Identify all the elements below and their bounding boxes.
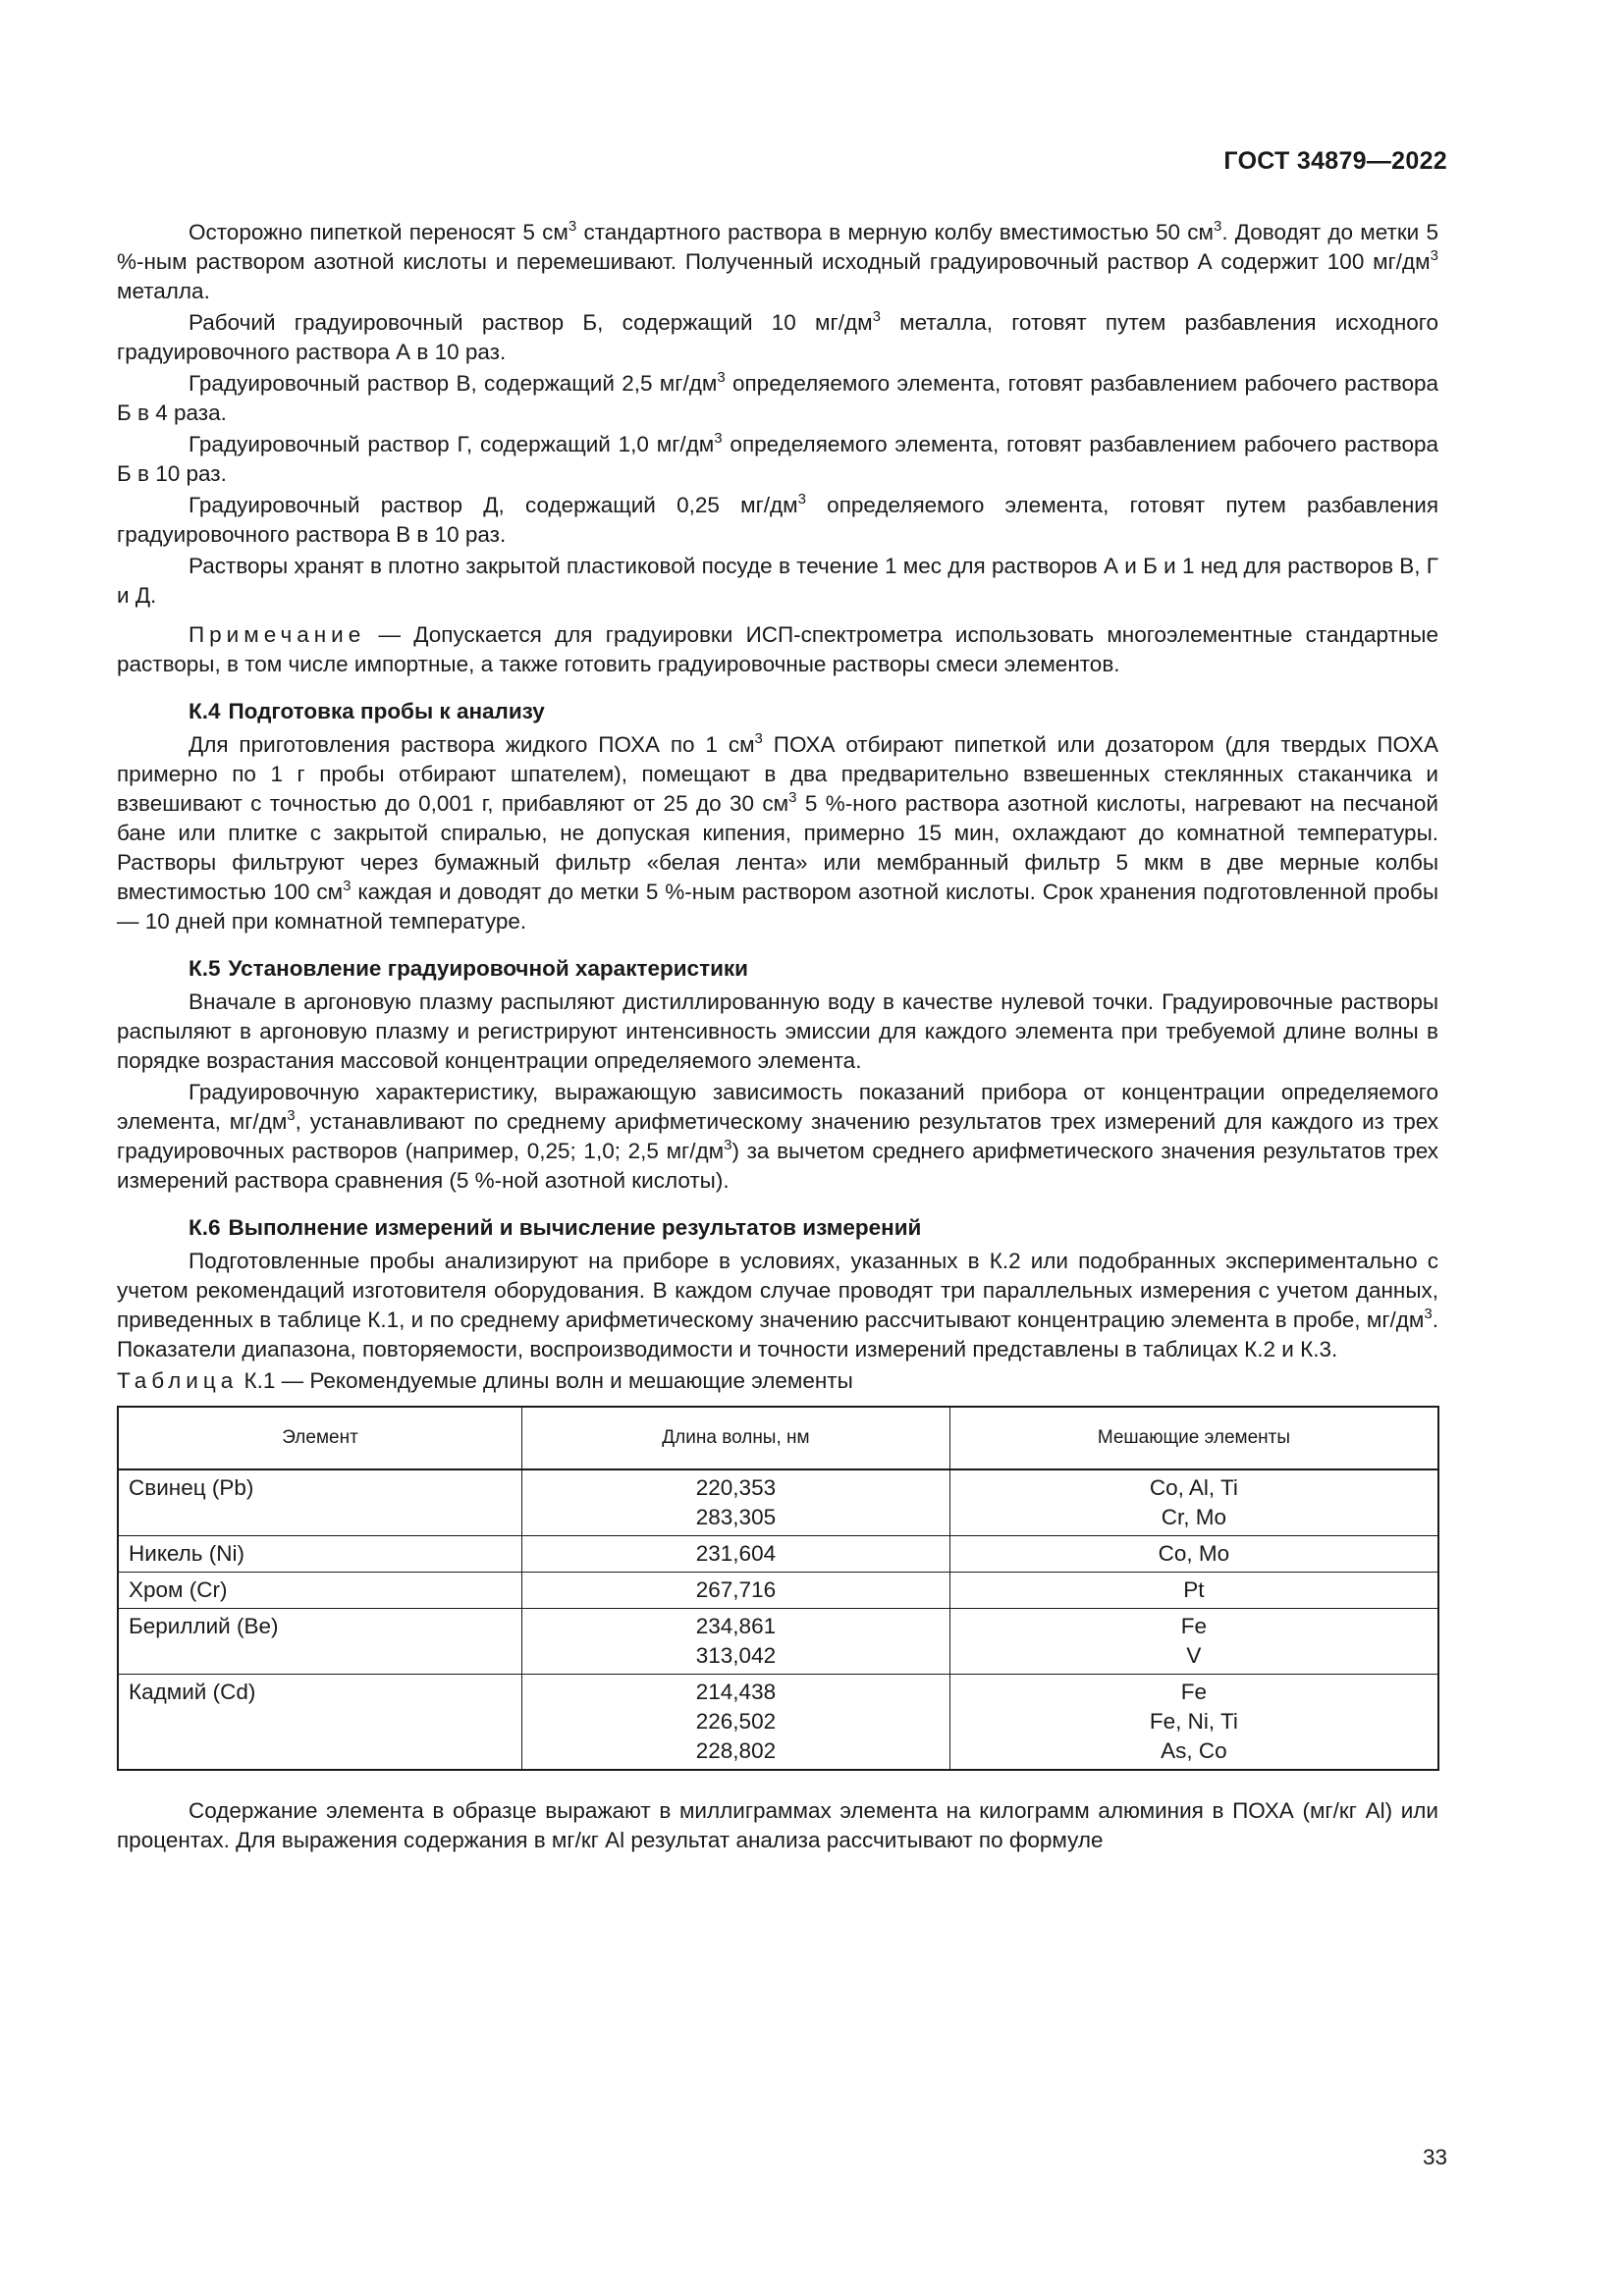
table-row [118, 1469, 1438, 1536]
paragraph: Вначале в аргоновую плазму распыляют дистиллированную воду в качестве нулевой точки. Градуировочные растворы распыляют в аргоновую плазму и регистрируют интенсивность эмиссии для каждого элемента при требуемой длине волны в порядке возрастания массовой концентрации определяемого элемента. [117, 989, 1438, 1073]
table-row [118, 1675, 1438, 1771]
paragraph: Градуировочную характеристику, выражающую зависимость показаний прибора от концентрации определяемого элемента, $мг/дм^3$, устанавливают по среднему арифметическому значению результатов трех измерений для каждого из трех градуировочных растворов (например, 0,25; 1,0; 2,5 $мг/дм^3$) за вычетом среднего арифметического значения результатов трех измерений раствора сравнения (5 %-ной азотной кислоты). [117, 1080, 1438, 1193]
element-cell: Хром (Cr) [118, 1573, 522, 1609]
page-number: 33 [1422, 2145, 1447, 2169]
paragraph: Осторожно пипеткой переносят 5 $см^3$ стандартного раствора в мерную колбу вместимостью 50 $см^3$. Доводят до метки 5 %-ным раствором азотной кислоты и перемешивают. Полученный исходный градуировочный раствор А содержит 100 $мг/дм^3$ металла. [117, 218, 1438, 303]
document-body [117, 218, 1438, 1857]
element-cell: Бериллий (Be) [118, 1609, 522, 1675]
paragraph: Градуировочный раствор Д, содержащий 0,25 $мг/дм^3$ определяемого элемента, готовят путем разбавления градуировочного раствора В в 10 раз. [117, 491, 1438, 547]
interfering-cell: Co, Mo [949, 1536, 1438, 1573]
document-id: ГОСТ 34879—2022 [1223, 147, 1447, 175]
paragraph: Градуировочный раствор В, содержащий 2,5 $мг/дм^3$ определяемого элемента, готовят разбавлением рабочего раствора Б в 4 раза. [117, 369, 1439, 425]
wavelength-cell: 214,438 226,502 228,802 [522, 1675, 950, 1771]
table-header-row [118, 1407, 1438, 1469]
wavelength-cell: 234,861 313,042 [522, 1609, 950, 1675]
column-header: Элемент [118, 1407, 522, 1469]
section-heading-k5: К.5 Установление градуировочной характеристики [189, 956, 749, 981]
paragraph: Подготовленные пробы анализируют на приборе в условиях, указанных в К.2 или подобранных экспериментально с учетом рекомендаций изготовителя оборудования. В каждом случае проводят три параллельных измерения с учетом данных, приведенных в таблице К.1, и по среднему арифметическому значению рассчитывают концентрацию элемента в пробе, $мг/дм^3$. Показатели диапазона, повторяемости, воспроизводимости и точности измерений представлены в таблицах К.2 и К.3. [117, 1249, 1438, 1362]
note: Примечание — Допускается для градуировки ИСП-спектрометра использовать многоэлементные стандартные растворы, в том числе импортные, а также готовить градуировочные растворы смеси элементов. [117, 622, 1438, 676]
paragraph: Содержание элемента в образце выражают в миллиграммах элемента на килограмм алюминия в ПОХА (мг/кг Al) или процентах. Для выражения содержания в мг/кг Al результат анализа рассчитывают по формуле [117, 1798, 1438, 1852]
interfering-cell: Fe V [949, 1609, 1438, 1675]
paragraph: Для приготовления раствора жидкого ПОХА по 1 $см^3$ ПОХА отбирают пипеткой или дозатором (для твердых ПОХА примерно по 1 г пробы отбирают шпателем), помещают в два предварительно взвешенных стеклянных стаканчика и взвешивают с точностью до 0,001 г, прибавляют от 25 до 30 $см^3$ 5 %-ного раствора азотной кислоты, нагревают на песчаной бане или плитке с закрытой спиралью, не допуская кипения, примерно 15 мин, охлаждают до комнатной температуры. Растворы фильтруют через бумажный фильтр «белая лента» или мембранный фильтр 5 мкм в две мерные колбы вместимостью 100 $см^3$ каждая и доводят до метки 5 %-ным раствором азотной кислоты. Срок хранения подготовленной пробы — 10 дней при комнатной температуре. [117, 730, 1439, 934]
element-cell: Никель (Ni) [118, 1536, 522, 1573]
table-row [118, 1536, 1438, 1573]
table-row [118, 1609, 1438, 1675]
column-header: Длина волны, нм [522, 1407, 950, 1469]
table-caption: Таблица К.1 — Рекомендуемые длины волн и мешающие элементы [117, 1368, 853, 1393]
paragraph: Растворы хранят в плотно закрытой пластиковой посуде в течение 1 мес для растворов А и Б и 1 нед для растворов В, Г и Д. [117, 554, 1438, 608]
element-cell: Свинец (Pb) [118, 1469, 522, 1536]
section-heading-k4: К.4 Подготовка пробы к анализу [189, 699, 545, 723]
wavelength-cell: 267,716 [522, 1573, 950, 1609]
table-row [118, 1573, 1438, 1609]
table-k1 [117, 1406, 1439, 1771]
wavelength-cell: 231,604 [522, 1536, 950, 1573]
note-label: Примечание [189, 622, 366, 647]
interfering-cell: Co, Al, Ti Cr, Mo [949, 1469, 1438, 1536]
column-header: Мешающие элементы [949, 1407, 1438, 1469]
wavelength-cell: 220,353 283,305 [522, 1469, 950, 1536]
paragraph: Градуировочный раствор Г, содержащий 1,0 $мг/дм^3$ определяемого элемента, готовят разбавлением рабочего раствора Б в 10 раз. [117, 430, 1438, 486]
paragraph: Рабочий градуировочный раствор Б, содержащий 10 $мг/дм^3$ металла, готовят путем разбавления исходного градуировочного раствора А в 10 раз. [117, 308, 1438, 364]
element-cell: Кадмий (Cd) [118, 1675, 522, 1771]
interfering-cell: Pt [949, 1573, 1438, 1609]
interfering-cell: Fe Fe, Ni, Ti As, Co [949, 1675, 1438, 1771]
section-heading-k6: К.6 Выполнение измерений и вычисление результатов измерений [189, 1215, 922, 1240]
